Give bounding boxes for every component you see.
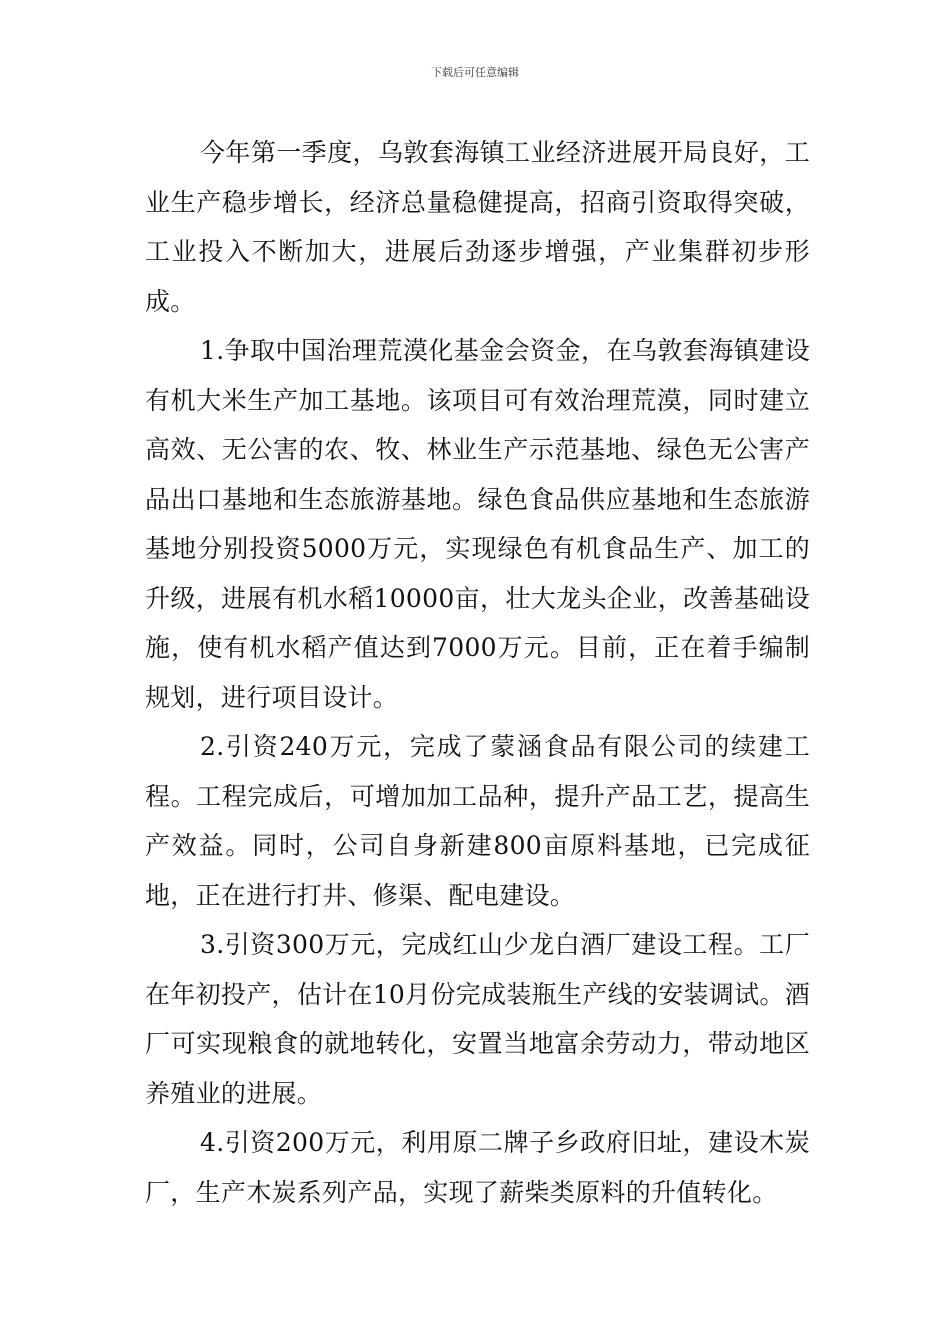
page-header-note: 下载后可任意编辑	[431, 66, 519, 79]
paragraph-item-3: 3.引资300万元，完成红山少龙白酒厂建设工程。工厂在年初投产，估计在10月份完成装瓶生产线的安装调试。酒厂可实现粮食的就地转化，安置当地富余劳动力，带动地区养殖业的进展。	[145, 930, 810, 1108]
document-body	[145, 128, 810, 1217]
paragraph-item-2: 2.引资240万元，完成了蒙涵食品有限公司的续建工程。工程完成后，可增加加工品种，提升产品工艺，提高生产效益。同时，公司自身新建800亩原料基地，已完成征地，正在进行打井、修渠、配电建设。	[145, 732, 810, 910]
paragraph-intro: 今年第一季度，乌敦套海镇工业经济进展开局良好，工业生产稳步增长，经济总量稳健提高，招商引资取得突破，工业投入不断加大，进展后劲逐步增强，产业集群初步形成。	[145, 138, 810, 316]
paragraph-item-1: 1.争取中国治理荒漠化基金会资金，在乌敦套海镇建设有机大米生产加工基地。该项目可有效治理荒漠，同时建立高效、无公害的农、牧、林业生产示范基地、绿色无公害产品出口基地和生态旅游基地。绿色食品供应基地和生态旅游基地分别投资5000万元，实现绿色有机食品生产、加工的升级，进展有机水稻10000亩，壮大龙头企业，改善基础设施，使有机水稻产值达到7000万元。目前，正在着手编制规划，进行项目设计。	[145, 336, 810, 712]
paragraph-item-4: 4.引资200万元，利用原二牌子乡政府旧址，建设木炭厂，生产木炭系列产品，实现了薪柴类原料的升值转化。	[145, 1128, 810, 1207]
